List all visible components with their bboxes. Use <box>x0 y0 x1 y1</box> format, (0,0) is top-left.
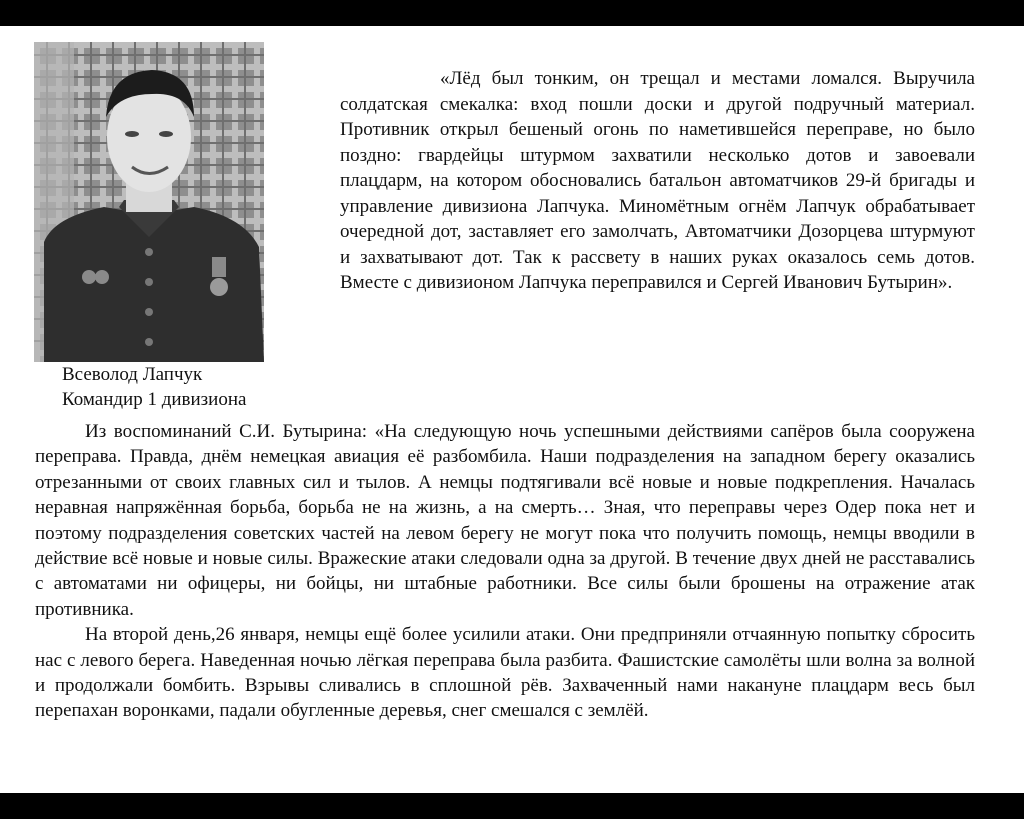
paragraph: На второй день,26 января, немцы ещё более усилили атаки. Они предприняли отчаянную попытку сбросить нас с левого берега. Наведенная ночью лёгкая переправа была разбита. Фашистские самолёты шли волна за волной и продолжали бомбить. Взрывы сливались в сплошной рёв. Захваченный нами накануне плацдарм весь был перепахан воронками, падали обугленные деревья, снег смешался с землёй. <box>35 624 975 722</box>
portrait-photo <box>34 42 264 362</box>
quote-paragraph: «Лёд был тонким, он трещал и местами ломался. Выручила солдатская смекалка: вход пошли доски и другой подручный материал. Противник открыл бешеный огонь по наметившейся переправе, но было поздно: гвардейцы штурмом захватили несколько дотов и завоевали плацдарм, на котором обосновались батальон автоматчиков 29-й бригады и управление дивизиона Лапчука. Миномётным огнём Лапчук обрабатывает очередной дот, заставляет его замолчать, Автоматчики Дозорцева штурмуют и захватывают дот. Так к рассвету в наших руках оказалось семь дотов. Вместе с дивизионом Лапчука переправился и Сергей Иванович Бутырин». <box>340 68 975 293</box>
caption-role: Командир 1 дивизиона <box>62 389 247 410</box>
photo-caption <box>62 362 246 412</box>
document-page <box>0 26 1024 793</box>
caption-name: Всеволод Лапчук <box>62 364 203 385</box>
paragraph: Из воспоминаний С.И. Бутырина: «На следующую ночь успешными действиями сапёров была сооружена переправа. Правда, днём немецкая авиация её разбомбила. Наши подразделения на западном берегу оказались отрезанными от своих главных сил и тылов. А немцы подтягивали всё новые и новые подкрепления. Началась неравная напряжённая борьба, борьба не на жизнь, а на смерть… Зная, что переправы через Одер пока нет и поэтому подразделения советских частей на левом берегу не могут пока что получить помощь, немцы вводили в действие всё новые и новые силы. Вражеские атаки следовали одна за другой. В течение двух дней не расставались с автоматами ни офицеры, ни бойцы, ни штабные работники. Все силы были брошены на отражение атак противника. <box>35 421 975 620</box>
body-text <box>35 419 975 724</box>
